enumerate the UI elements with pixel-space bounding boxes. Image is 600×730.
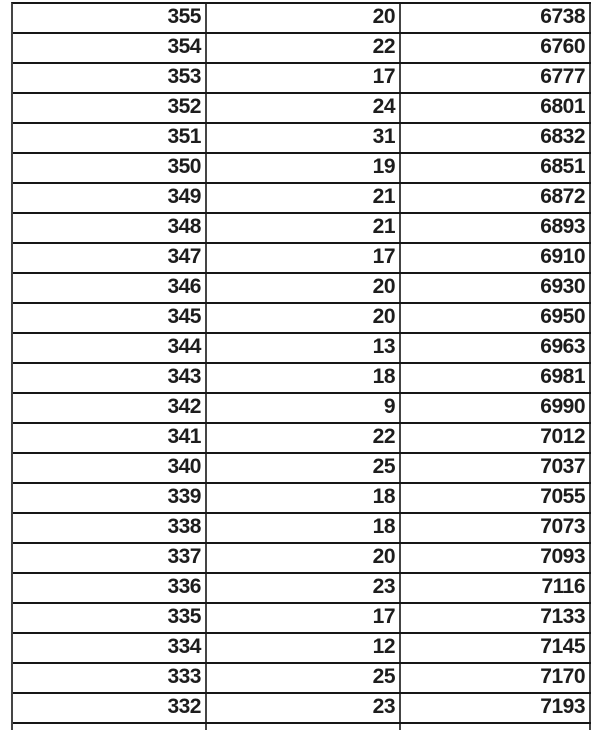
- table-cell[interactable]: 7133: [401, 604, 591, 632]
- table-row: [13, 604, 591, 634]
- table-cell[interactable]: 342: [13, 394, 207, 422]
- table-cell[interactable]: 350: [13, 154, 207, 182]
- table-cell[interactable]: 332: [13, 694, 207, 722]
- table-row: [13, 304, 591, 334]
- table-row: [13, 34, 591, 64]
- table-row: [13, 664, 591, 694]
- table-cell[interactable]: 335: [13, 604, 207, 632]
- table-row: [13, 274, 591, 304]
- table-cell[interactable]: 341: [13, 424, 207, 452]
- table-cell[interactable]: 6910: [401, 244, 591, 272]
- table-cell[interactable]: 18: [207, 484, 401, 512]
- table-cell[interactable]: 7012: [401, 424, 591, 452]
- table-cell[interactable]: 7073: [401, 514, 591, 542]
- table-cell[interactable]: 7145: [401, 634, 591, 662]
- table-cell[interactable]: 18: [207, 364, 401, 392]
- table-row: [13, 214, 591, 244]
- table-row: [13, 334, 591, 364]
- table-row: [13, 574, 591, 604]
- table-cell[interactable]: 12: [207, 634, 401, 662]
- table-row: [13, 244, 591, 274]
- table-row: [13, 4, 591, 34]
- table-cell[interactable]: 345: [13, 304, 207, 332]
- table-row: [13, 544, 591, 574]
- table-cell[interactable]: 6760: [401, 34, 591, 62]
- table-row: [13, 514, 591, 544]
- table-row: [13, 484, 591, 514]
- table-cell[interactable]: 18: [207, 514, 401, 542]
- table-cell[interactable]: 21: [207, 184, 401, 212]
- table-cell[interactable]: 339: [13, 484, 207, 512]
- table-row: [13, 124, 591, 154]
- table-cell[interactable]: 19: [207, 154, 401, 182]
- table-cell[interactable]: 25: [207, 664, 401, 692]
- table-cell[interactable]: 348: [13, 214, 207, 242]
- table-cell[interactable]: 6832: [401, 124, 591, 152]
- table-cell[interactable]: 333: [13, 664, 207, 692]
- table-cell[interactable]: 6872: [401, 184, 591, 212]
- table-cell[interactable]: 17: [207, 604, 401, 632]
- table-cell[interactable]: 349: [13, 184, 207, 212]
- table-row: [13, 364, 591, 394]
- table-cell[interactable]: 13: [207, 334, 401, 362]
- table-cell[interactable]: 6893: [401, 214, 591, 242]
- table-cell[interactable]: 21: [207, 214, 401, 242]
- table-cell[interactable]: 9: [207, 394, 401, 422]
- table-cell[interactable]: 340: [13, 454, 207, 482]
- table-row: [13, 634, 591, 664]
- table-row: [13, 64, 591, 94]
- table-cell[interactable]: 354: [13, 34, 207, 62]
- table-row: [13, 154, 591, 184]
- table-cell[interactable]: 346: [13, 274, 207, 302]
- table-row: [13, 424, 591, 454]
- table-cell[interactable]: 337: [13, 544, 207, 572]
- table-cell[interactable]: 7037: [401, 454, 591, 482]
- table-cell[interactable]: 7170: [401, 664, 591, 692]
- table-cell[interactable]: 351: [13, 124, 207, 152]
- table-cell[interactable]: 6777: [401, 64, 591, 92]
- table-cell[interactable]: 343: [13, 364, 207, 392]
- table-cell[interactable]: 7116: [401, 574, 591, 602]
- table-cell[interactable]: 23: [207, 574, 401, 602]
- table-row: [13, 184, 591, 214]
- table-cell[interactable]: 347: [13, 244, 207, 272]
- table-cell[interactable]: 6981: [401, 364, 591, 392]
- table-cell[interactable]: 6930: [401, 274, 591, 302]
- table-row: [13, 94, 591, 124]
- table-cell[interactable]: [207, 724, 401, 730]
- table-cell[interactable]: 355: [13, 4, 207, 32]
- table-cell[interactable]: 6851: [401, 154, 591, 182]
- table-cell[interactable]: [401, 724, 591, 730]
- table-cell[interactable]: 336: [13, 574, 207, 602]
- table-cell[interactable]: 20: [207, 544, 401, 572]
- table-cell[interactable]: 20: [207, 304, 401, 332]
- table-cell[interactable]: [13, 724, 207, 730]
- table-cell[interactable]: 22: [207, 34, 401, 62]
- table-cell[interactable]: 7093: [401, 544, 591, 572]
- table-row: [13, 454, 591, 484]
- table-cell[interactable]: 24: [207, 94, 401, 122]
- table-cell[interactable]: 6801: [401, 94, 591, 122]
- table-cell[interactable]: 6963: [401, 334, 591, 362]
- table-cell[interactable]: 17: [207, 244, 401, 272]
- spreadsheet-grid: [11, 2, 591, 730]
- table-cell[interactable]: 31: [207, 124, 401, 152]
- table-cell[interactable]: 6738: [401, 4, 591, 32]
- table-cell[interactable]: 334: [13, 634, 207, 662]
- table-cell[interactable]: 352: [13, 94, 207, 122]
- table-cell[interactable]: 22: [207, 424, 401, 452]
- table-row: [13, 694, 591, 724]
- table-cell[interactable]: 7055: [401, 484, 591, 512]
- table-cell[interactable]: 17: [207, 64, 401, 92]
- table-cell[interactable]: 20: [207, 274, 401, 302]
- table-row: [13, 724, 591, 730]
- table-cell[interactable]: 25: [207, 454, 401, 482]
- table-cell[interactable]: 344: [13, 334, 207, 362]
- table-cell[interactable]: 6950: [401, 304, 591, 332]
- table-cell[interactable]: 23: [207, 694, 401, 722]
- table-cell[interactable]: 338: [13, 514, 207, 542]
- table-cell[interactable]: 6990: [401, 394, 591, 422]
- table-cell[interactable]: 7193: [401, 694, 591, 722]
- table-row: [13, 394, 591, 424]
- table-cell[interactable]: 20: [207, 4, 401, 32]
- table-cell[interactable]: 353: [13, 64, 207, 92]
